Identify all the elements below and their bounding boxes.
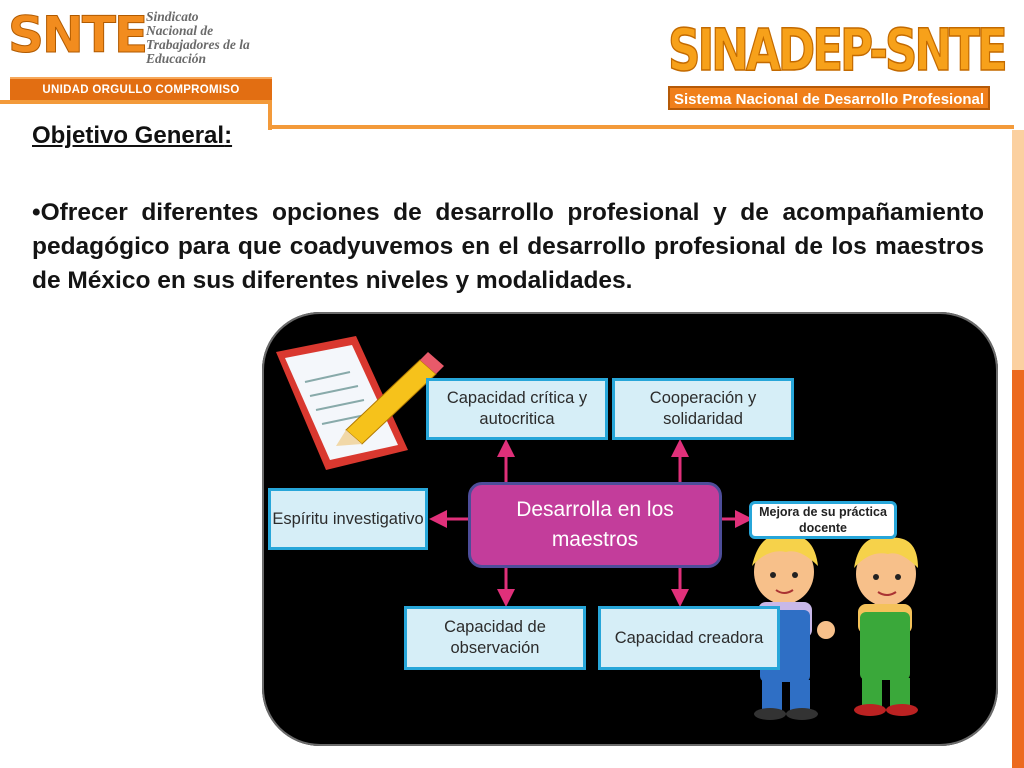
snte-full-name-line: Educación bbox=[146, 51, 207, 66]
node-cooperation: Cooperación y solidaridad bbox=[612, 378, 794, 440]
objective-title-colon: : bbox=[224, 122, 233, 149]
snte-full-name-line: Sindicato bbox=[146, 9, 199, 24]
checklist-pencil-icon bbox=[276, 336, 444, 470]
node-critical-capacity: Capacidad crítica y autocritica bbox=[426, 378, 608, 440]
snte-full-name-line: Nacional de bbox=[146, 23, 214, 38]
center-node: Desarrolla en los maestros bbox=[468, 482, 722, 568]
node-investigative-spirit: Espíritu investigativo bbox=[268, 488, 428, 550]
practice-note: Mejora de su práctica docente bbox=[749, 501, 897, 539]
sinadep-subtitle: Sistema Nacional de Desarrollo Profesional bbox=[668, 86, 990, 110]
sinadep-logo-word: SINADEP-SNTE bbox=[668, 16, 1005, 84]
snte-slogan: UNIDAD ORGULLO COMPROMISO bbox=[10, 77, 272, 101]
node-creativity: Capacidad creadora bbox=[598, 606, 780, 670]
objective-title-text: Objetivo General bbox=[32, 122, 225, 149]
snte-full-name-line: Trabajadores de la bbox=[146, 37, 250, 52]
child-figure-icon bbox=[854, 537, 918, 716]
snte-logo-text: SNTE bbox=[8, 6, 147, 64]
objective-text: •Ofrecer diferentes opciones de desarrollo profesional y de acompañamiento pedagógico para que coadyuvemos en el desarrollo profesional de los maestros de México en sus diferentes niveles y modalidades. bbox=[32, 199, 984, 294]
node-observation: Capacidad de observación bbox=[404, 606, 586, 670]
